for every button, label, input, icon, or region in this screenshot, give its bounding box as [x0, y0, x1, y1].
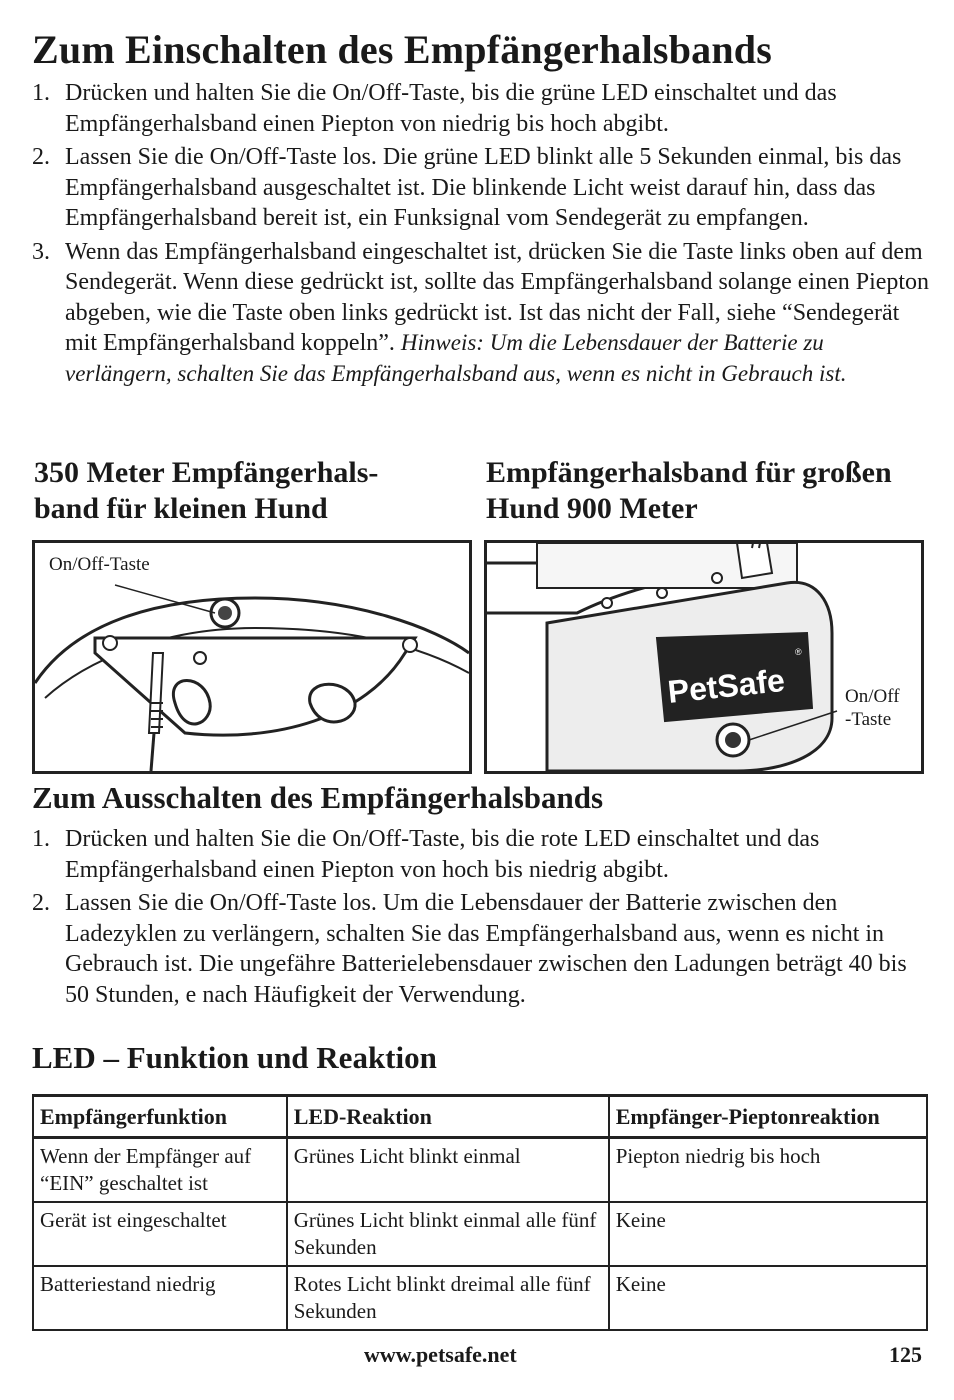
column-header: Empfänger-Pieptonreaktion — [609, 1096, 927, 1138]
table-cell: Wenn der Empfänger auf “EIN” geschaltet ist — [33, 1138, 287, 1203]
large-collar-heading-line1: Empfängerhalsband für großen — [486, 456, 892, 489]
on-off-button-label: On/Off-Taste — [49, 554, 150, 575]
power-on-steps — [32, 78, 932, 392]
small-collar-heading-line2: band für kleinen Hund — [34, 492, 328, 525]
on-off-label-line1: On/Off — [845, 686, 900, 707]
step-text: Lassen Sie die On/Off-Taste los. Die grüne LED blinkt alle 5 Sekunden einmal, bis das Empfängerhalsband ausgeschaltet ist. Die blinkende Licht weist darauf hin, dass das Empfängerhalsband bereit ist, ein Funksignal vom Sendegerät zu empfangen. — [65, 144, 902, 231]
power-off-steps — [32, 824, 932, 1013]
step-text: Drücken und halten Sie die On/Off-Taste, bis die grüne LED einschaltet und das Empfängerhalsband einen Piepton von niedrig bis hoch abgibt. — [65, 80, 837, 137]
table-cell: Batteriestand niedrig — [33, 1266, 287, 1330]
petsafe-logo: PetSafe — [665, 661, 787, 710]
list-item — [32, 888, 932, 1010]
large-collar-drawing — [487, 543, 921, 771]
small-collar-heading-line1: 350 Meter Empfängerhals- — [34, 456, 379, 489]
step-text: Wenn das Empfängerhalsband eingeschaltet ist, drücken Sie die Taste links oben auf dem Sendegerät. Wenn diese gedrückt ist, sollte das Empfängerhalsband solange einen Piepton abgeben, wie die Taste oben links gedrückt ist. Ist das nicht der Fall, siehe “Sendegerät mit Empfängerhalsband koppeln”. — [65, 238, 930, 356]
on-off-label-line2: -Taste — [845, 709, 892, 730]
small-collar-heading — [34, 455, 474, 527]
step-text: Drücken und halten Sie die On/Off-Taste, bis die rote LED einschaltet und das Empfängerhalsband einen Piepton von hoch bis niedrig abgibt. — [65, 826, 820, 883]
table-row — [33, 1138, 927, 1203]
step-number: 2. — [32, 890, 50, 916]
small-collar-illustration — [32, 540, 472, 774]
battery-note: Hinweis: Um die Lebensdauer der Batterie zu verlängern, schalten Sie das Empfängerhalsband aus, wenn es nicht in Gebrauch ist. — [65, 330, 847, 386]
list-item — [32, 142, 932, 234]
column-header: Empfängerfunktion — [33, 1096, 287, 1138]
table-cell: Piepton niedrig bis hoch — [609, 1138, 927, 1203]
power-off-heading: Zum Ausschalten des Empfängerhalsbands — [32, 780, 604, 815]
step-number: 1. — [32, 80, 50, 106]
table-cell: Keine — [609, 1202, 927, 1266]
table-row — [33, 1202, 927, 1266]
step-number: 2. — [32, 144, 50, 170]
footer-url: www.petsafe.net — [364, 1342, 517, 1367]
led-table — [32, 1094, 928, 1331]
led-section-heading: LED – Funktion und Reaktion — [32, 1040, 437, 1075]
small-collar-drawing — [35, 543, 469, 771]
list-item — [32, 78, 932, 139]
table-cell: Keine — [609, 1266, 927, 1330]
table-cell: Rotes Licht blinkt dreimal alle fünf Sekunden — [287, 1266, 609, 1330]
table-cell: Grünes Licht blinkt einmal — [287, 1138, 609, 1203]
large-collar-illustration — [484, 540, 924, 774]
table-header-row — [33, 1096, 927, 1138]
column-header: LED-Reaktion — [287, 1096, 609, 1138]
table-cell: Grünes Licht blinkt einmal alle fünf Sekunden — [287, 1202, 609, 1266]
page-title: Zum Einschalten des Empfängerhalsbands — [32, 27, 773, 72]
large-collar-heading — [486, 455, 936, 527]
large-collar-heading-line2: Hund 900 Meter — [486, 492, 698, 525]
list-item — [32, 824, 932, 885]
page-number: 125 — [889, 1342, 922, 1367]
table-cell: Gerät ist eingeschaltet — [33, 1202, 287, 1266]
step-number: 3. — [32, 238, 50, 265]
step-number: 1. — [32, 826, 50, 852]
list-item — [32, 237, 932, 390]
registered-mark: ® — [795, 647, 802, 657]
table-row — [33, 1266, 927, 1330]
step-text: Lassen Sie die On/Off-Taste los. Um die Lebensdauer der Batterie zwischen den Ladezyklen zu verlängern, schalten Sie das Empfängerhalsband aus, wenn es nicht in Gebrauch ist. Die ungefähre Batterielebensdauer zwischen den Ladungen beträgt 40 bis 50 Stunden, e nach Häufigkeit der Verwendung. — [65, 890, 907, 1008]
on-off-button-label — [845, 685, 900, 731]
